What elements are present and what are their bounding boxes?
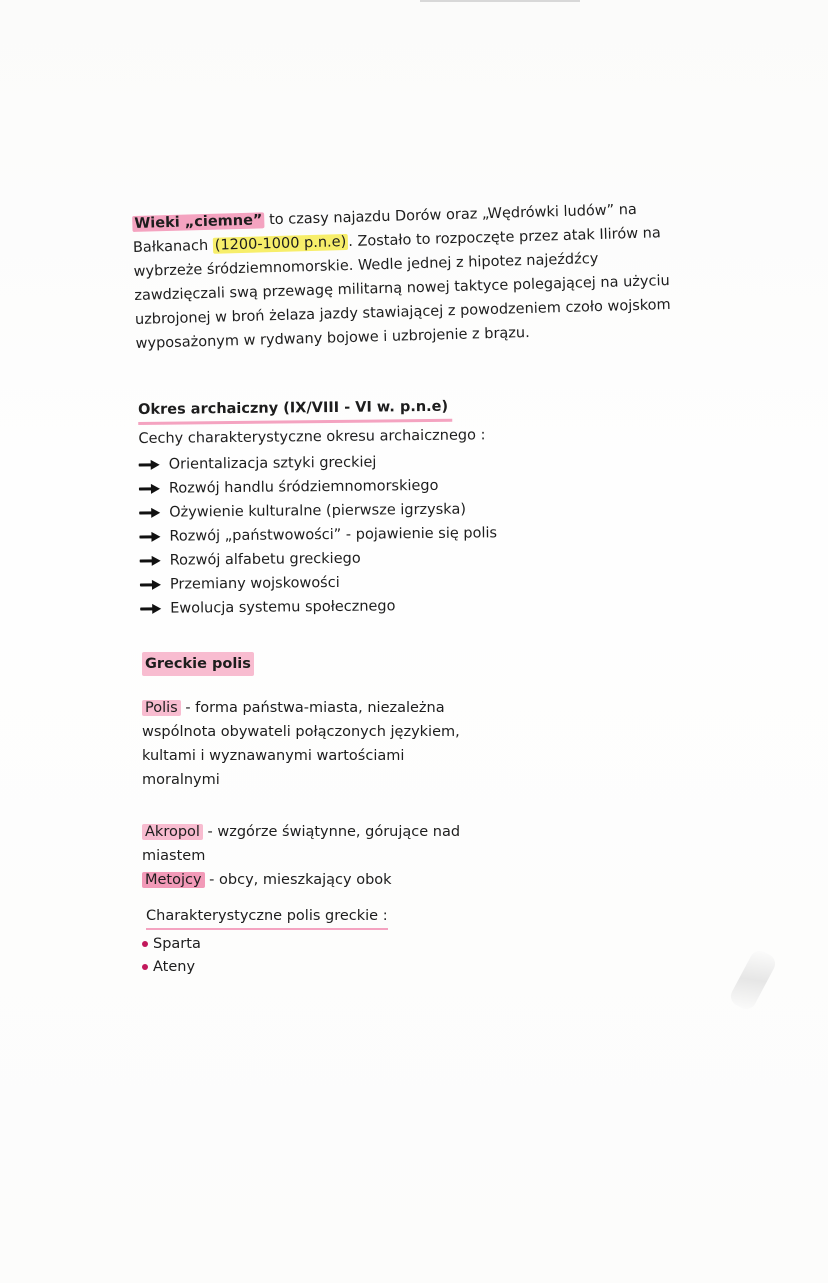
metojcy-definition-text xyxy=(142,868,482,892)
archaic-item-label: Ożywienie kulturalne (pierwsze igrzyska) xyxy=(169,501,467,521)
akropol-definition-text xyxy=(142,820,482,868)
akropol-def-text: - wzgórze świątynne, górujące nad miastem xyxy=(142,824,461,864)
arrow-right-icon xyxy=(139,507,161,519)
metojcy-term: Metojcy xyxy=(142,872,205,888)
archaic-item-label: Przemiany wojskowości xyxy=(169,574,340,593)
polis-heading: Greckie polis xyxy=(142,652,254,676)
city-label: Sparta xyxy=(153,935,201,952)
bullet-dot-icon xyxy=(142,964,148,970)
arrow-right-icon xyxy=(140,603,162,615)
polis-term: Polis xyxy=(142,700,181,716)
arrow-right-icon xyxy=(140,579,162,591)
intro-paragraph xyxy=(132,196,696,356)
arrow-right-icon xyxy=(139,483,161,495)
bullet-dot-icon xyxy=(142,941,148,947)
polis-def-text: - forma państwa-miasta, niezależna wspólnota obywateli połączonych językiem, kultami i wyznawanymi wartościami moralnymi xyxy=(142,700,460,788)
city-label: Ateny xyxy=(153,958,196,975)
page-fold-mark xyxy=(420,0,580,2)
list-item xyxy=(142,932,482,955)
akropol-definition xyxy=(142,820,482,868)
arrow-right-icon xyxy=(139,531,161,543)
char-polis-heading: Charakterystyczne polis greckie : xyxy=(146,904,388,930)
polis-section xyxy=(142,652,482,978)
akropol-term: Akropol xyxy=(142,824,203,840)
intro-text-1: to czasy najazdu Dorów oraz „Wędrówki ludów” na Bałkanach xyxy=(132,201,638,256)
archaic-item-label: Rozwój alfabetu greckiego xyxy=(169,550,361,569)
archaic-heading: Okres archaiczny (IX/VIII - VI w. p.n.e) xyxy=(138,395,452,425)
intro-paragraph-block xyxy=(132,201,692,356)
paper-smudge xyxy=(727,947,778,1012)
intro-text-2: . Zostało to rozpoczęte przez atak Ilirów na wybrzeże śródziemnomorskie. Wedle jednej z hipotez najeźdźcy zawdzięczali swą przewagę militarną nowej taktyce polegającej na użyciu uzbrojonej w broń żelaza jazdy stawiającej z powodzeniem czoło wojskom wyposażonym w rydwany bojowe i uzbrojenie z brązu. xyxy=(133,225,671,352)
dark-ages-term: Wieki „ciemne” xyxy=(134,212,263,232)
archaic-feature-list xyxy=(139,448,601,621)
list-item xyxy=(140,592,600,621)
polis-definition xyxy=(142,696,482,792)
arrow-right-icon xyxy=(140,555,162,567)
archaic-item-label: Rozwój „państwowości” - pojawienie się polis xyxy=(169,525,498,545)
archaic-item-label: Orientalizacja sztyki greckiej xyxy=(168,454,377,473)
polis-city-list xyxy=(142,932,482,978)
archaic-item-label: Rozwój handlu śródziemnomorskiego xyxy=(168,477,439,497)
metojcy-definition xyxy=(142,868,482,892)
dark-ages-date: (1200-1000 p.n.e) xyxy=(214,234,347,254)
polis-definition-text xyxy=(142,696,482,792)
archaic-item-label: Ewolucja systemu społecznego xyxy=(170,598,396,617)
archaic-subtitle: Cechy charakterystyczne okresu archaicznego : xyxy=(138,427,486,447)
metojcy-def-text: - obcy, mieszkający obok xyxy=(204,872,392,888)
archaic-section xyxy=(138,393,600,621)
list-item xyxy=(142,955,482,978)
arrow-right-icon xyxy=(139,459,161,471)
